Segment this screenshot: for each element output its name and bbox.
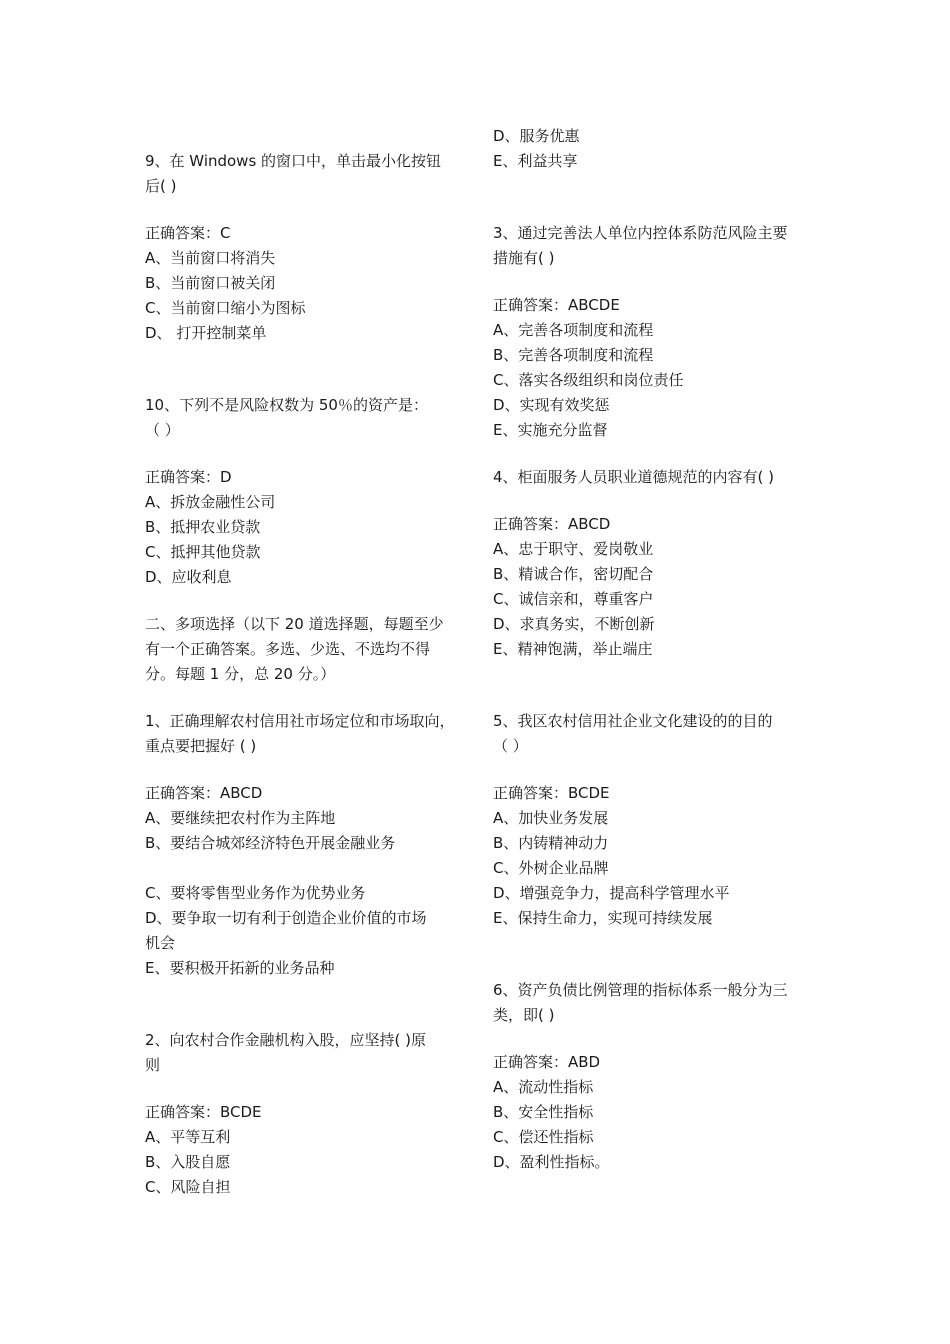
- question-text: 后( ): [145, 177, 177, 195]
- option-item: C、诚信亲和，尊重客户: [493, 590, 654, 608]
- option-item: A、当前窗口将消失: [145, 249, 276, 267]
- option-item: D、盈利性指标。: [493, 1153, 610, 1171]
- option-item: A、要继续把农村作为主阵地: [145, 809, 336, 827]
- option-item: A、忠于职守、爱岗敬业: [493, 540, 654, 558]
- answer-line: 正确答案：C: [145, 224, 231, 242]
- question-text: 9、在 Windows 的窗口中，单击最小化按钮: [145, 152, 442, 170]
- option-item: B、精诚合作，密切配合: [493, 565, 654, 583]
- question-text: 重点要把握好 ( ): [145, 737, 257, 755]
- option-item: B、抵押农业贷款: [145, 518, 261, 536]
- option-item: D、应收利息: [145, 568, 232, 586]
- answer-line: 正确答案：ABCDE: [493, 296, 620, 314]
- question-text: 措施有( ): [493, 249, 555, 267]
- option-item: E、精神饱满，举止端庄: [493, 640, 653, 658]
- answer-line: 正确答案：ABCD: [493, 515, 611, 533]
- section-heading-line: 有一个正确答案。多选、少选、不选均不得: [145, 640, 431, 658]
- question-text: 10、下列不是风险权数为 50％的资产是：: [145, 396, 428, 414]
- question-text: 3、通过完善法人单位内控体系防范风险主要: [493, 224, 788, 242]
- answer-line: 正确答案：BCDE: [145, 1103, 262, 1121]
- section-heading-line: 分。每题 1 分，总 20 分。）: [145, 665, 336, 683]
- option-item: E、实施充分监督: [493, 421, 608, 439]
- option-item: B、入股自愿: [145, 1153, 231, 1171]
- option-item: C、偿还性指标: [493, 1128, 594, 1146]
- option-item: B、当前窗口被关闭: [145, 274, 276, 292]
- question-text: 5、我区农村信用社企业文化建设的的目的: [493, 712, 773, 730]
- option-item: C、落实各级组织和岗位责任: [493, 371, 684, 389]
- answer-line: 正确答案：BCDE: [493, 784, 610, 802]
- option-item: D、 打开控制菜单: [145, 324, 267, 342]
- option-item: C、外树企业品牌: [493, 859, 609, 877]
- question-text: 则: [145, 1056, 161, 1074]
- option-item: C、要将零售型业务作为优势业务: [145, 884, 366, 902]
- option-item: B、安全性指标: [493, 1103, 594, 1121]
- question-text: （ ）: [145, 421, 180, 439]
- option-item: E、利益共享: [493, 152, 578, 170]
- option-item: B、内铸精神动力: [493, 834, 609, 852]
- option-item: D、要争取一切有利于创造企业价值的市场: [145, 909, 427, 927]
- option-item: A、完善各项制度和流程: [493, 321, 654, 339]
- option-item: 机会: [145, 934, 176, 952]
- option-item: D、服务优惠: [493, 127, 580, 145]
- answer-line: 正确答案：ABD: [493, 1053, 601, 1071]
- option-item: D、增强竞争力，提高科学管理水平: [493, 884, 730, 902]
- option-item: A、流动性指标: [493, 1078, 594, 1096]
- option-item: C、当前窗口缩小为图标: [145, 299, 306, 317]
- option-item: E、保持生命力，实现可持续发展: [493, 909, 713, 927]
- answer-line: 正确答案：D: [145, 468, 232, 486]
- option-item: C、抵押其他贷款: [145, 543, 261, 561]
- question-text: 6、资产负债比例管理的指标体系一般分为三: [493, 981, 788, 999]
- option-item: D、实现有效奖惩: [493, 396, 610, 414]
- section-heading-line: 二、多项选择（以下 20 道选择题，每题至少: [145, 615, 444, 633]
- option-item: E、要积极开拓新的业务品种: [145, 959, 335, 977]
- option-item: D、求真务实，不断创新: [493, 615, 655, 633]
- option-item: A、拆放金融性公司: [145, 493, 276, 511]
- question-text: 2、向农村合作金融机构入股，应坚持( )原: [145, 1031, 427, 1049]
- answer-line: 正确答案：ABCD: [145, 784, 263, 802]
- option-item: A、平等互利: [145, 1128, 231, 1146]
- question-text: 类，即( ): [493, 1006, 555, 1024]
- option-item: A、加快业务发展: [493, 809, 609, 827]
- question-text: 4、柜面服务人员职业道德规范的内容有( ): [493, 468, 775, 486]
- question-text: （ ）: [493, 737, 528, 755]
- question-text: 1、正确理解农村信用社市场定位和市场取向，: [145, 712, 455, 730]
- option-item: C、风险自担: [145, 1178, 231, 1196]
- option-item: B、完善各项制度和流程: [493, 346, 654, 364]
- option-item: B、要结合城郊经济特色开展金融业务: [145, 834, 396, 852]
